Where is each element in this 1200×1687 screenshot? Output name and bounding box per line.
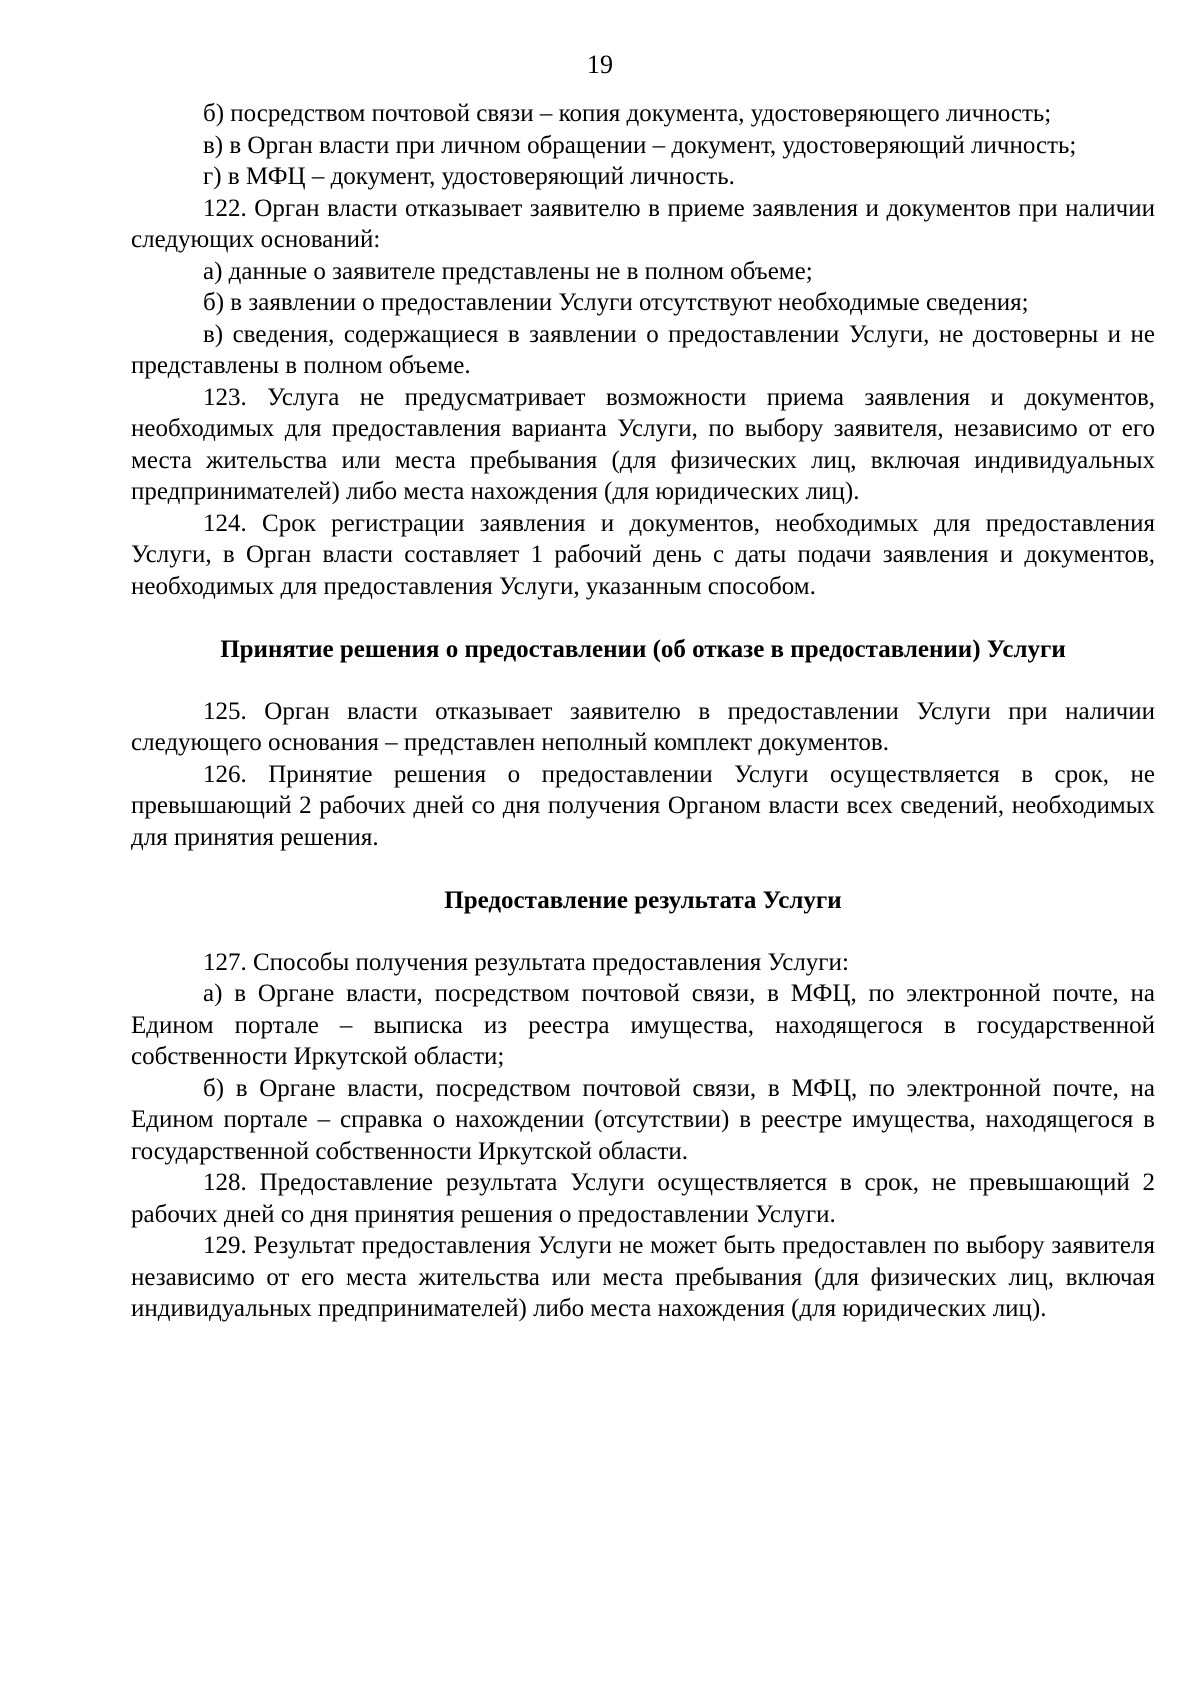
paragraph-124: 124. Срок регистрации заявления и документов, необходимых для предоставления Услуги, в Орган власти составляет 1 рабочий день с даты подачи заявления и документов, необходимых для предоставления Услуги, указанным способом.	[131, 509, 1155, 600]
section-heading-decision: Принятие решения о предоставлении (об отказе в предоставлении) Услуги	[220, 636, 1066, 663]
paragraph-122-b: б) в заявлении о предоставлении Услуги отсутствуют необходимые сведения;	[203, 289, 1029, 316]
paragraph-127-a: а) в Органе власти, посредством почтовой связи, в МФЦ, по электронной почте, на Едином портале – выписка из реестра имущества, находящегося в государственной собственности Иркутской области;	[131, 980, 1155, 1070]
paragraph-122-v: в) сведения, содержащиеся в заявлении о предоставлении Услуги, не достоверны и не представлены в полном объеме.	[131, 320, 1155, 379]
paragraph-129: 129. Результат предоставления Услуги не может быть предоставлен по выбору заявителя независимо от его места жительства или места пребывания (для физических лиц, включая индивидуальных предпринимателей) либо места нахождения (для юридических лиц).	[131, 1232, 1155, 1322]
paragraph-127-b: б) в Органе власти, посредством почтовой связи, в МФЦ, по электронной почте, на Едином портале – справка о нахождении (отсутствии) в реестре имущества, находящегося в государственной собственности Иркутской области.	[131, 1074, 1155, 1165]
paragraph-121-b: б) посредством почтовой связи – копия документа, удостоверяющего личность;	[203, 100, 1052, 127]
paragraph-127: 127. Способы получения результата предоставления Услуги:	[203, 948, 849, 976]
paragraph-123: 123. Услуга не предусматривает возможности приема заявления и документов, необходимых для предоставления варианта Услуги, по выбору заявителя, независимо от его места жительства или места пребывания (для физических лиц, включая индивидуальных предпринимателей) либо места нахождения (для юридических лиц).	[131, 383, 1155, 505]
document-body	[131, 98, 1155, 1325]
paragraph-121-g: г) в МФЦ – документ, удостоверяющий личность.	[203, 163, 735, 190]
paragraph-122-a: а) данные о заявителе представлены не в полном объеме;	[203, 257, 813, 285]
paragraph-128: 128. Предоставление результата Услуги осуществляется в срок, не превышающий 2 рабочих дней со дня принятия решения о предоставлении Услуги.	[131, 1169, 1155, 1228]
paragraph-125: 125. Орган власти отказывает заявителю в предоставлении Услуги при наличии следующего основания – представлен неполный комплект документов.	[131, 697, 1155, 756]
page-number: 19	[587, 50, 613, 79]
paragraph-121-v: в) в Орган власти при личном обращении – документ, удостоверяющий личность;	[203, 131, 1077, 159]
paragraph-122: 122. Орган власти отказывает заявителю в приеме заявления и документов при наличии следующих оснований:	[131, 194, 1155, 253]
section-heading-result: Предоставление результата Услуги	[444, 887, 842, 914]
paragraph-126: 126. Принятие решения о предоставлении Услуги осуществляется в срок, не превышающий 2 рабочих дней со дня получения Органом власти всех сведений, необходимых для принятия решения.	[131, 760, 1155, 851]
